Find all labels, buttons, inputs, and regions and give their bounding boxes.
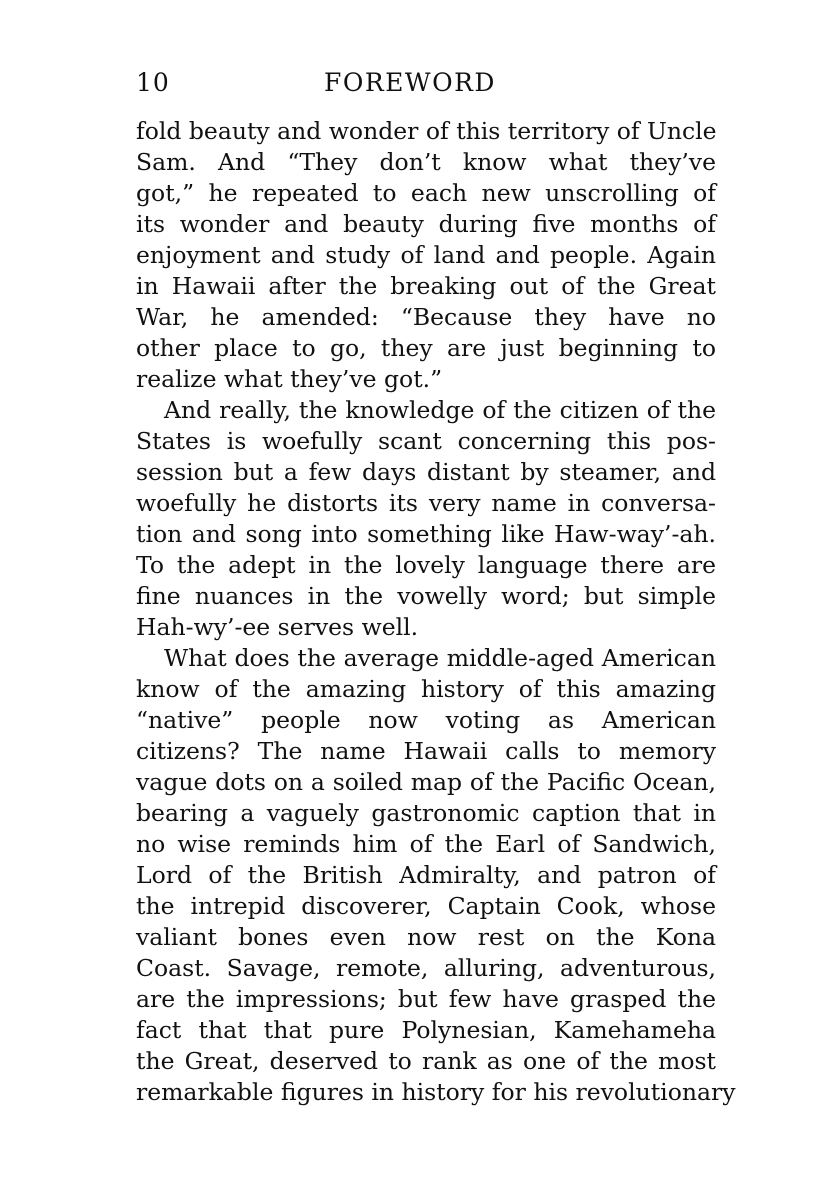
text-line: other place to go, they are just beginning to — [136, 334, 716, 362]
text-line: its wonder and beauty during five months of — [136, 210, 716, 238]
text-line: fold beauty and wonder of this territory of Uncle — [136, 117, 717, 145]
text-line: valiant bones even now rest on the Kona — [136, 923, 716, 951]
page-number: 10 — [136, 68, 170, 97]
text-line: got,” he repeated to each new unscrolling of — [136, 179, 716, 207]
paragraph-end-line: Hah-wy’-ee serves well. — [136, 613, 419, 641]
running-head — [136, 68, 712, 108]
text-line: no wise reminds him of the Earl of Sandwich, — [136, 830, 716, 858]
text-line: the intrepid discoverer, Captain Cook, whose — [136, 892, 716, 920]
text-line: vague dots on a soiled map of the Pacific Ocean, — [136, 768, 716, 796]
text-line: are the impressions; but few have grasped the — [136, 985, 716, 1013]
running-title: FOREWORD — [324, 68, 496, 97]
text-line: tion and song into something like Haw-way’-ah. — [136, 520, 716, 548]
text-line: citizens? The name Hawaii calls to memory — [136, 737, 716, 765]
text-line: enjoyment and study of land and people. Again — [136, 241, 716, 269]
text-line: “native” people now voting as American — [136, 706, 716, 734]
text-line: in Hawaii after the breaking out of the Great — [136, 272, 716, 300]
text-line: session but a few days distant by steamer, and — [136, 458, 716, 486]
text-line: Sam. And “They don’t know what they’ve — [136, 148, 716, 176]
text-line: War, he amended: “Because they have no — [136, 303, 716, 331]
text-line: To the adept in the lovely language there are — [136, 551, 716, 579]
text-line: remarkable figures in history for his revolutionary — [136, 1078, 736, 1106]
body-text — [136, 116, 736, 1108]
paragraph-start-line: What does the average middle-aged American — [164, 644, 716, 672]
text-line: know of the amazing history of this amazing — [136, 675, 716, 703]
paragraph-start-line: And really, the knowledge of the citizen of the — [164, 396, 716, 424]
text-line: bearing a vaguely gastronomic caption that in — [136, 799, 716, 827]
text-line: woefully he distorts its very name in conversa- — [136, 489, 716, 517]
paragraph-end-line: realize what they’ve got.” — [136, 365, 443, 393]
text-line: fine nuances in the vowelly word; but simple — [136, 582, 716, 610]
text-line: Coast. Savage, remote, alluring, adventurous, — [136, 954, 716, 982]
text-line: Lord of the British Admiralty, and patron of — [136, 861, 716, 889]
text-line: States is woefully scant concerning this pos- — [136, 427, 716, 455]
text-line: the Great, deserved to rank as one of the most — [136, 1047, 716, 1075]
text-line: fact that that pure Polynesian, Kamehameha — [136, 1016, 716, 1044]
